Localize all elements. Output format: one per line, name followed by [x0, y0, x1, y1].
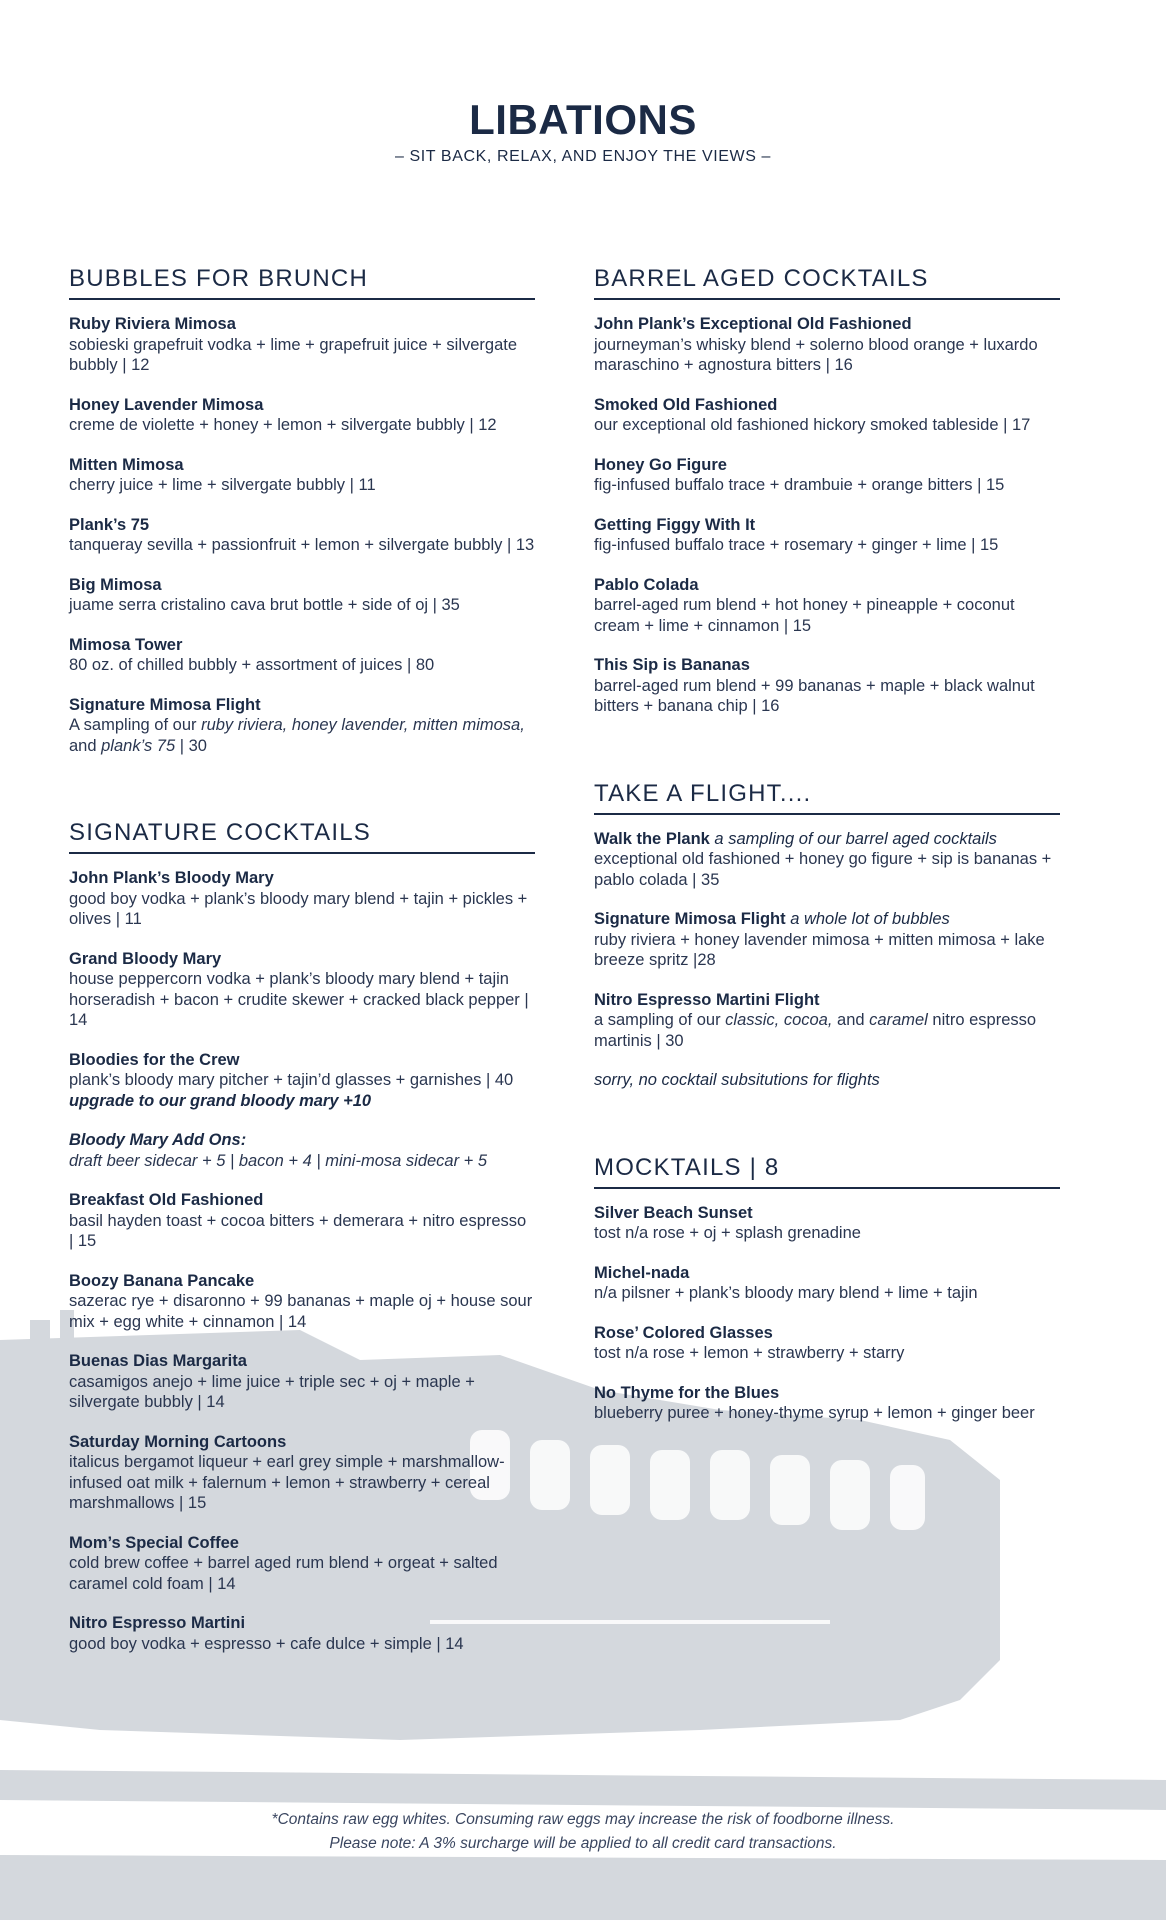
upgrade-note: upgrade to our grand bloody mary +10 — [69, 1091, 372, 1110]
item-name: This Sip is Bananas — [594, 656, 750, 674]
item-name: John Plank’s Exceptional Old Fashioned — [594, 315, 912, 333]
item-name: Honey Go Figure — [594, 455, 727, 474]
item-desc: creme de violette + honey + lemon + silvergate bubbly | 12 — [69, 416, 497, 434]
item-note: a sampling of our barrel aged cocktails — [709, 829, 997, 848]
item-name: Getting Figgy With It — [594, 515, 756, 534]
item-heading — [594, 909, 1060, 930]
menu-item — [594, 829, 1060, 891]
item-desc: tanqueray sevilla + passionfruit + lemon + silvergate bubbly | 13 — [69, 536, 535, 554]
item-name: Ruby Riviera Mimosa — [69, 315, 236, 333]
item-desc: juame serra cristalino cava brut bottle + side of oj | 35 — [69, 596, 460, 614]
menu-item — [69, 395, 535, 436]
item-desc: basil hayden toast + cocoa bitters + demerara + nitro espresso | 15 — [69, 1211, 527, 1250]
item-heading — [594, 829, 1060, 850]
item-name: Signature Mimosa Flight — [69, 695, 261, 714]
surcharge-note: Please note: A 3% surcharge will be applied to all credit card transactions. — [329, 1835, 837, 1852]
menu-item — [69, 1130, 535, 1171]
section-signature — [69, 818, 535, 1654]
item-name: Mimosa Tower — [69, 635, 183, 654]
menu-item — [69, 1050, 535, 1112]
menu-item — [69, 695, 535, 757]
menu-item — [69, 575, 535, 616]
flight-note: sorry, no cocktail subsitutions for flights — [594, 1071, 880, 1089]
item-desc: barrel-aged rum blend + 99 bananas + maple + black walnut bitters + banana chip | 16 — [594, 676, 1035, 715]
section-barrel — [594, 264, 1060, 717]
menu-item — [69, 1190, 535, 1252]
section-title: BARREL AGED COCKTAILS — [594, 264, 1060, 300]
right-column — [594, 264, 1060, 1486]
item-desc: cold brew coffee + barrel aged rum blend + orgeat + salted caramel cold foam | 14 — [69, 1554, 498, 1593]
item-desc: casamigos anejo + lime juice + triple sec + oj + maple + silvergate bubbly | 14 — [69, 1372, 475, 1411]
item-desc: sazerac rye + disaronno + 99 bananas + maple oj + house sour mix + egg white + cinnamon | 14 — [69, 1292, 533, 1331]
item-desc: fig-infused buffalo trace + rosemary + ginger + lime | 15 — [594, 536, 999, 554]
item-name: Michel-nada — [594, 1263, 690, 1282]
item-name: Mitten Mimosa — [69, 455, 184, 474]
menu-item — [594, 455, 1060, 496]
item-name: Honey Lavender Mimosa — [69, 395, 264, 414]
item-name: Big Mimosa — [69, 575, 162, 594]
menu-item — [594, 1203, 1060, 1244]
item-desc: cherry juice + lime + silvergate bubbly | 11 — [69, 476, 376, 494]
item-desc: a sampling of our classic, cocoa, and caramel nitro espresso martinis | 30 — [594, 1011, 1037, 1050]
item-name: Breakfast Old Fashioned — [69, 1191, 264, 1209]
item-name: Nitro Espresso Martini Flight — [594, 990, 820, 1009]
menu-item — [594, 314, 1060, 376]
item-name: Saturday Morning Cartoons — [69, 1432, 287, 1451]
raw-egg-disclaimer: *Contains raw egg whites. Consuming raw eggs may increase the risk of foodborne illness. — [271, 1811, 895, 1828]
menu-item — [69, 1432, 535, 1514]
menu-item — [594, 1323, 1060, 1364]
item-name: Boozy Banana Pancake — [69, 1271, 255, 1290]
item-name: Bloody Mary Add Ons: — [69, 1131, 247, 1149]
section-title: TAKE A FLIGHT.... — [594, 779, 1060, 815]
item-note: a whole lot of bubbles — [785, 910, 950, 928]
item-desc: plank’s bloody mary pitcher + tajin’d glasses + garnishes | 40 — [69, 1071, 514, 1089]
item-desc: our exceptional old fashioned hickory smoked tableside | 17 — [594, 416, 1031, 434]
section-mocktails — [594, 1153, 1060, 1424]
item-desc: house peppercorn vodka + plank’s bloody mary blend + tajin horseradish + bacon + crudite skewer + cracked black pepper | 14 — [69, 970, 529, 1029]
section-bubbles — [69, 264, 535, 756]
item-desc: barrel-aged rum blend + hot honey + pineapple + coconut cream + lime + cinnamon | 15 — [594, 596, 1015, 635]
item-name: Mom’s Special Coffee — [69, 1533, 239, 1552]
menu-item — [594, 655, 1060, 717]
menu-item — [69, 1613, 535, 1654]
page-title: LIBATIONS — [469, 96, 697, 143]
footer-notes — [0, 1808, 1166, 1856]
menu-item — [594, 990, 1060, 1052]
menu-header — [0, 96, 1166, 166]
menu-item — [594, 909, 1060, 971]
item-desc: A sampling of our ruby riviera, honey lavender, mitten mimosa, and plank’s 75 | 30 — [69, 716, 525, 755]
item-desc: good boy vodka + espresso + cafe dulce + simple | 14 — [69, 1634, 464, 1653]
item-desc: 80 oz. of chilled bubbly + assortment of juices | 80 — [69, 656, 435, 674]
item-name: Rose’ Colored Glasses — [594, 1323, 773, 1342]
page-subtitle: – SIT BACK, RELAX, AND ENJOY THE VIEWS – — [394, 148, 772, 165]
menu-item — [69, 1271, 535, 1333]
item-name: Plank’s 75 — [69, 515, 150, 534]
menu-item — [69, 314, 535, 376]
item-name: No Thyme for the Blues — [594, 1383, 780, 1402]
item-desc: good boy vodka + plank’s bloody mary blend + tajin + pickles + olives | 11 — [69, 889, 528, 928]
section-title: SIGNATURE COCKTAILS — [69, 818, 535, 854]
item-name: Bloodies for the Crew — [69, 1050, 240, 1069]
item-name: Pablo Colada — [594, 575, 699, 594]
item-name: John Plank’s Bloody Mary — [69, 869, 274, 887]
item-name: Signature Mimosa Flight — [594, 910, 786, 928]
menu-item — [69, 515, 535, 556]
menu-item — [69, 455, 535, 496]
section-title: BUBBLES FOR BRUNCH — [69, 264, 535, 300]
menu-item — [69, 868, 535, 930]
item-name: Buenas Dias Margarita — [69, 1352, 247, 1370]
item-desc: exceptional old fashioned + honey go figure + sip is bananas + pablo colada | 35 — [594, 850, 1052, 889]
item-desc: fig-infused buffalo trace + drambuie + orange bitters | 15 — [594, 476, 1005, 494]
menu-item — [594, 395, 1060, 436]
menu-item — [594, 515, 1060, 556]
left-column — [69, 264, 535, 1716]
item-desc: n/a pilsner + plank’s bloody mary blend + lime + tajin — [594, 1284, 978, 1302]
item-name: Walk the Plank — [594, 829, 710, 848]
item-desc: tost n/a rose + lemon + strawberry + starry — [594, 1344, 905, 1362]
item-desc: ruby riviera + honey lavender mimosa + mitten mimosa + lake breeze spritz |28 — [594, 930, 1045, 969]
menu-item — [69, 1533, 535, 1595]
menu-item — [69, 1351, 535, 1413]
item-name: Smoked Old Fashioned — [594, 395, 778, 414]
menu-item — [594, 575, 1060, 637]
menu-item — [69, 949, 535, 1031]
section-title: MOCKTAILS | 8 — [594, 1153, 1060, 1189]
item-desc: blueberry puree + honey-thyme syrup + lemon + ginger beer — [594, 1404, 1035, 1422]
item-name: Silver Beach Sunset — [594, 1203, 753, 1222]
item-desc: draft beer sidecar + 5 | bacon + 4 | mini-mosa sidecar + 5 — [69, 1151, 488, 1170]
menu-item — [594, 1263, 1060, 1304]
item-desc: italicus bergamot liqueur + earl grey simple + marshmallow-infused oat milk + falernum + lemon + strawberry + cereal marshmallows | 15 — [69, 1453, 505, 1512]
item-desc: sobieski grapefruit vodka + lime + grapefruit juice + silvergate bubbly | 12 — [69, 335, 518, 374]
item-name: Nitro Espresso Martini — [69, 1614, 246, 1632]
section-flights — [594, 779, 1060, 1091]
menu-item — [594, 1383, 1060, 1424]
menu-item — [69, 635, 535, 676]
item-name: Grand Bloody Mary — [69, 949, 222, 968]
item-desc: journeyman’s whisky blend + solerno blood orange + luxardo maraschino + agnostura bitters | 16 — [594, 335, 1038, 374]
item-desc: tost n/a rose + oj + splash grenadine — [594, 1224, 861, 1242]
